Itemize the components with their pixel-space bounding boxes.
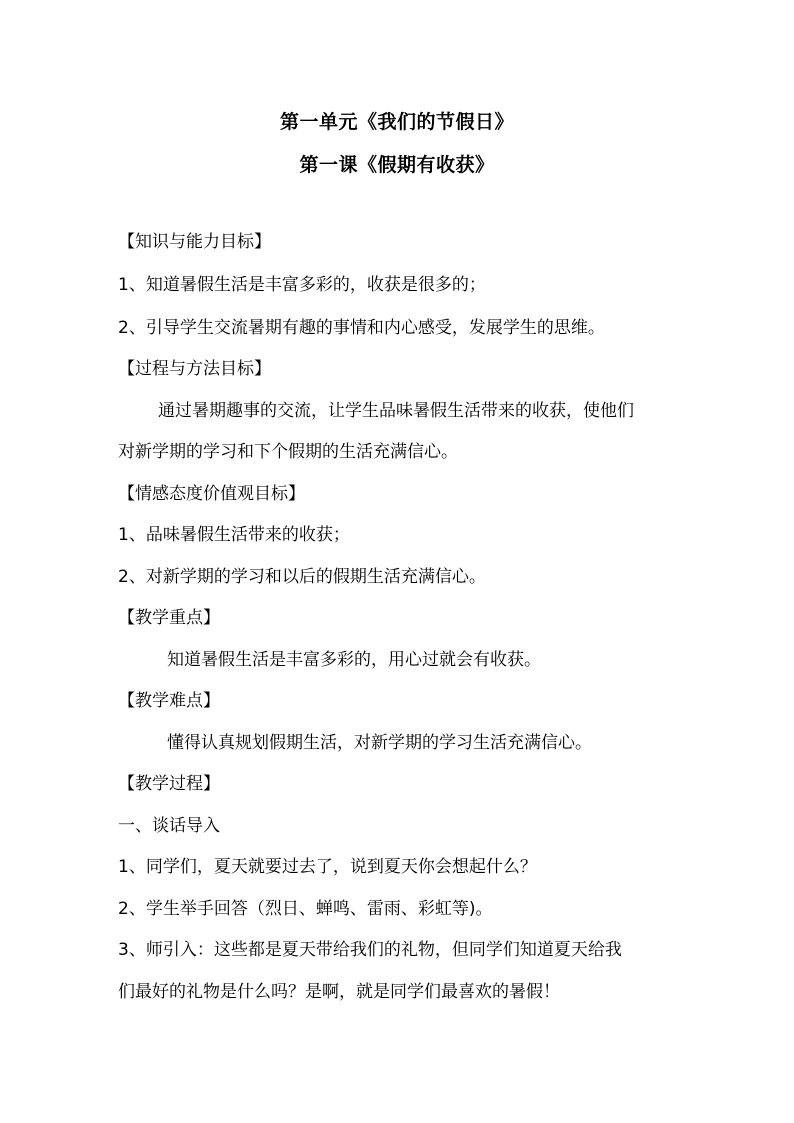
paragraph-line: 2、学生举手回答（烈日、蝉鸣、雷雨、彩虹等)。 xyxy=(118,899,493,919)
paragraph-line: 1、品味暑假生活带来的收获； xyxy=(118,525,350,545)
paragraph-line: 2、引导学生交流暑期有趣的事情和内心感受，发展学生的思维。 xyxy=(118,318,605,338)
section-heading-process-goals: 【过程与方法目标】 xyxy=(118,359,271,379)
paragraph-line: 知道暑假生活是丰富多彩的，用心过就会有收获。 xyxy=(167,650,541,670)
document-subtitle: 第一课《假期有收获》 xyxy=(299,154,495,176)
section-heading-emotion-goals: 【情感态度价值观目标】 xyxy=(118,484,305,504)
paragraph-line: 们最好的礼物是什么吗？是啊，就是同学们最喜欢的暑假！ xyxy=(118,982,560,1002)
section-heading-difficulties: 【教学难点】 xyxy=(118,691,220,711)
paragraph-line: 2、对新学期的学习和以后的假期生活充满信心。 xyxy=(118,567,486,587)
paragraph-line: 通过暑期趣事的交流，让学生品味暑假生活带来的收获，使他们 xyxy=(158,401,634,421)
document-title: 第一单元《我们的节假日》 xyxy=(279,111,514,133)
subsection-heading-intro: 一、谈话导入 xyxy=(118,816,220,836)
section-heading-key-points: 【教学重点】 xyxy=(118,608,220,628)
paragraph-line: 3、师引入：这些都是夏天带给我们的礼物，但同学们知道夏天给我 xyxy=(118,940,622,960)
paragraph-line: 1、知道暑假生活是丰富多彩的，收获是很多的； xyxy=(118,275,486,295)
section-heading-teaching-process: 【教学过程】 xyxy=(118,774,220,794)
paragraph-line: 对新学期的学习和下个假期的生活充满信心。 xyxy=(118,442,458,462)
paragraph-line: 懂得认真规划假期生活，对新学期的学习生活充满信心。 xyxy=(167,733,592,753)
paragraph-line: 1、同学们，夏天就要过去了，说到夏天你会想起什么？ xyxy=(118,857,537,877)
section-heading-knowledge-goals: 【知识与能力目标】 xyxy=(118,232,271,252)
